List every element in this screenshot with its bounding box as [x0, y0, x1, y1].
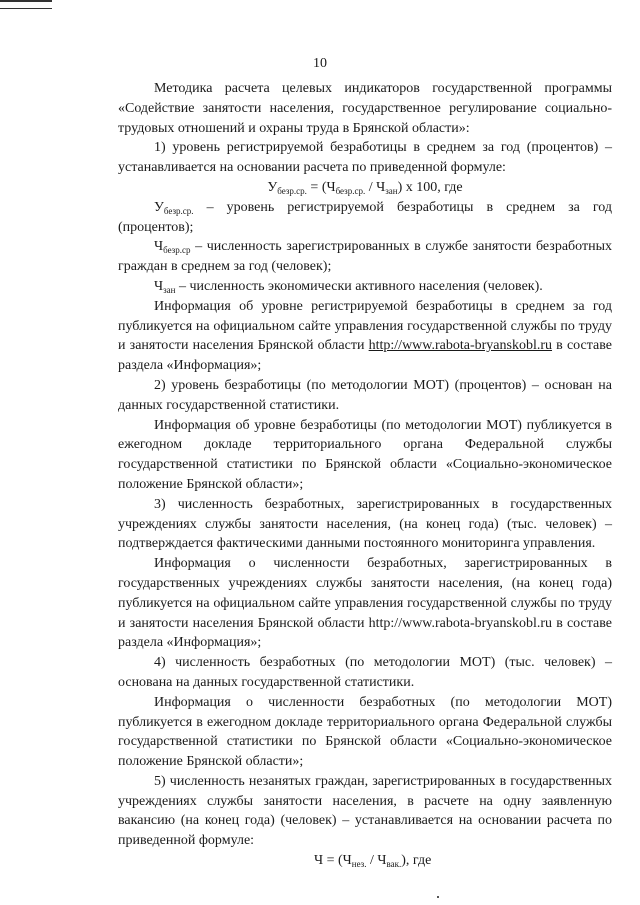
item-2-paragraph: 2) уровень безработицы (по методологии МОТ) (процентов) – основан на данных государственной статистики.: [118, 377, 612, 413]
scan-dot: [437, 896, 439, 898]
definition-u: $У_{безр.ср.}$ – уровень регистрируемой безработицы в среднем за год (процентов);: [118, 199, 612, 235]
rabota-bryanskobl-link[interactable]: http://www.rabota-bryanskobl.ru: [368, 338, 553, 354]
page-number: 10: [313, 56, 327, 71]
intro-paragraph: Методика расчета целевых индикаторов государственной программы «Содействие занятости населения, государственное регулирование социально-трудовых отношений и охраны труда в Брянской области»:: [118, 81, 612, 136]
formula-per-vacancy: $Ч = (Ч_{нез.} / Ч_{вак.})$, где: [314, 853, 432, 870]
item-4-paragraph: 4) численность безработных (по методологии МОТ) (тыс. человек) – основана на данных государственной статистики.: [118, 655, 612, 690]
formula-unemployment-level: $У_{безр.ср.} = (Ч_{безр.ср.} / Ч_{зан})$ х 100, где: [267, 179, 463, 196]
item-5-paragraph: 5) численность незанятых граждан, зарегистрированных в государственных учреждениях службы занятости населения, в расчете на одну заявленную вакансию (на конец года) (человек) – устанавливается на основании расчета по приведенной формуле:: [118, 773, 612, 849]
item-1-paragraph: 1) уровень регистрируемой безработицы в среднем за год (процентов) – устанавливается на основании расчета по приведенной формуле:: [118, 140, 612, 176]
top-edge-mark: [0, 0, 52, 9]
info-2-paragraph: Информация об уровне безработицы (по методологии МОТ) публикуется в ежегодном докладе территориального органа Федеральной службы государственной статистики по Брянской области «Социально-экономическое положение Брянской области»;: [118, 417, 612, 492]
item-3-paragraph: 3) численность безработных, зарегистрированных в государственных учреждениях службы занятости населения, (на конец года) (тыс. человек) – подтверждается фактическими данными постоянного мониторинга управления.: [118, 496, 612, 552]
document-body: [118, 79, 612, 871]
info-3-paragraph: Информация о численности безработных, зарегистрированных в государственных учреждениях службы занятости населения, (на конец года) публикуется на официальном сайте управления государственной службы по труду и занятости населения Брянской области http://www.rabota-bryanskobl.ru в составе раздела «Информация»;: [118, 556, 612, 651]
definition-ch-bezr: $Ч_{безр.ср}$ – численность зарегистрированных в службе занятости безработных граждан в среднем за год (человек);: [118, 239, 612, 275]
info-1-paragraph: Информация об уровне регистрируемой безработицы в среднем за год публикуется на официальном сайте управления государственной службы по труду и занятости населения Брянской области http://www.rabota-bryanskobl.ru в составе раздела «Информация»;: [118, 298, 612, 374]
info-4-paragraph: Информация о численности безработных (по методологии МОТ) публикуется в ежегодном докладе территориального органа Федеральной службы государственной статистики по Брянской области «Социально-экономическое положение Брянской области»;: [118, 694, 612, 770]
definition-ch-zan: $Ч_{зан}$ – численность экономически активного населения (человек).: [154, 278, 543, 295]
